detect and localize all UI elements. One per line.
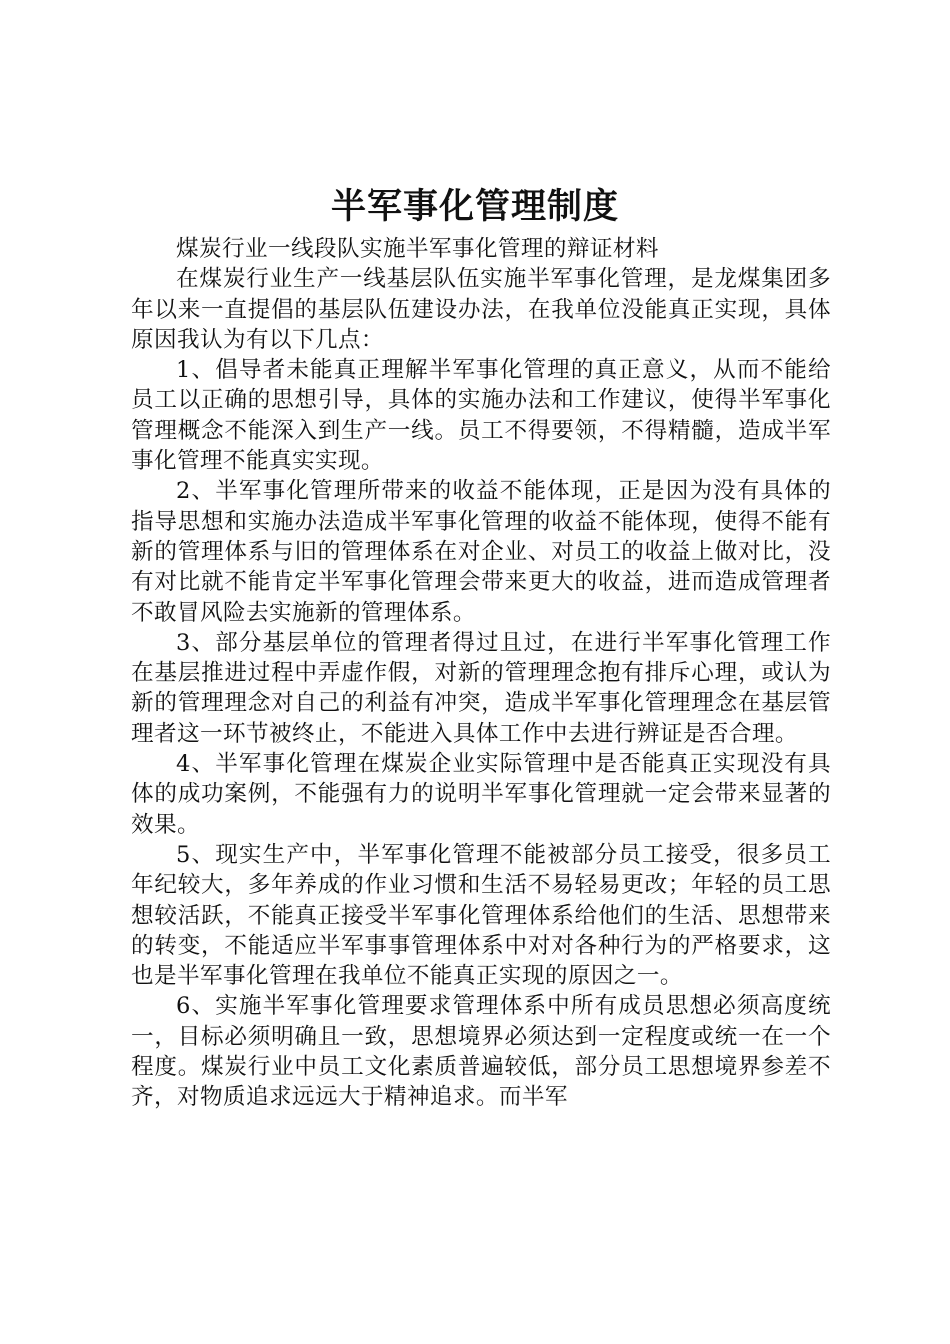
document-subtitle: 煤炭行业一线段队实施半军事化管理的辩证材料 (176, 236, 659, 262)
document-body (131, 234, 831, 1113)
point-4-paragraph: 4、半军事化管理在煤炭企业实际管理中是否能真正实现没有具体的成功案例，不能强有力的说明半军事化管理就一定会带来显著的效果。 (131, 751, 831, 838)
point-6-paragraph: 6、实施半军事化管理要求管理体系中所有成员思想必须高度统一，目标必须明确且一致，思想境界必须达到一定程度或统一在一个程度。煤炭行业中员工文化素质普遍较低，部分员工思想境界参差不齐，对物质追求远远大于精神追求。而半军 (131, 993, 831, 1111)
point-2-paragraph: 2、半军事化管理所带来的收益不能体现，正是因为没有具体的指导思想和实施办法造成半军事化管理的收益不能体现，使得不能有新的管理体系与旧的管理体系在对企业、对员工的收益上做对比，没有对比就不能肯定半军事化管理会带来更大的收益，进而造成管理者不敢冒风险去实施新的管理体系。 (131, 478, 831, 626)
point-3-paragraph: 3、部分基层单位的管理者得过且过，在进行半军事化管理工作在基层推进过程中弄虚作假，对新的管理理念抱有排斥心理，或认为新的管理理念对自己的利益有冲突，造成半军事化管理理念在基层管理者这一环节被终止，不能进入具体工作中去进行辨证是否合理。 (131, 629, 831, 747)
point-5-paragraph: 5、现实生产中，半军事化管理不能被部分员工接受，很多员工年纪较大，多年养成的作业习惯和生活不易轻易更改；年轻的员工思想较活跃，不能真正接受半军事化管理体系给他们的生活、思想带来的转变，不能适应半军事事管理体系中对对各种行为的严格要求，这也是半军事化管理在我单位不能真正实现的原因之一。 (131, 841, 831, 990)
point-1-paragraph: 1、倡导者未能真正理解半军事化管理的真正意义，从而不能给员工以正确的思想引导，具体的实施办法和工作建议，使得半军事化管理概念不能深入到生产一线。员工不得要领，不得精髓，造成半军事化管理不能真实实现。 (131, 357, 831, 475)
intro-paragraph: 在煤炭行业生产一线基层队伍实施半军事化管理，是龙煤集团多年以来一直提倡的基层队伍建设办法，在我单位没能真正实现，具体原因我认为有以下几点： (131, 266, 831, 353)
document-title: 半军事化管理制度 (330, 187, 619, 227)
